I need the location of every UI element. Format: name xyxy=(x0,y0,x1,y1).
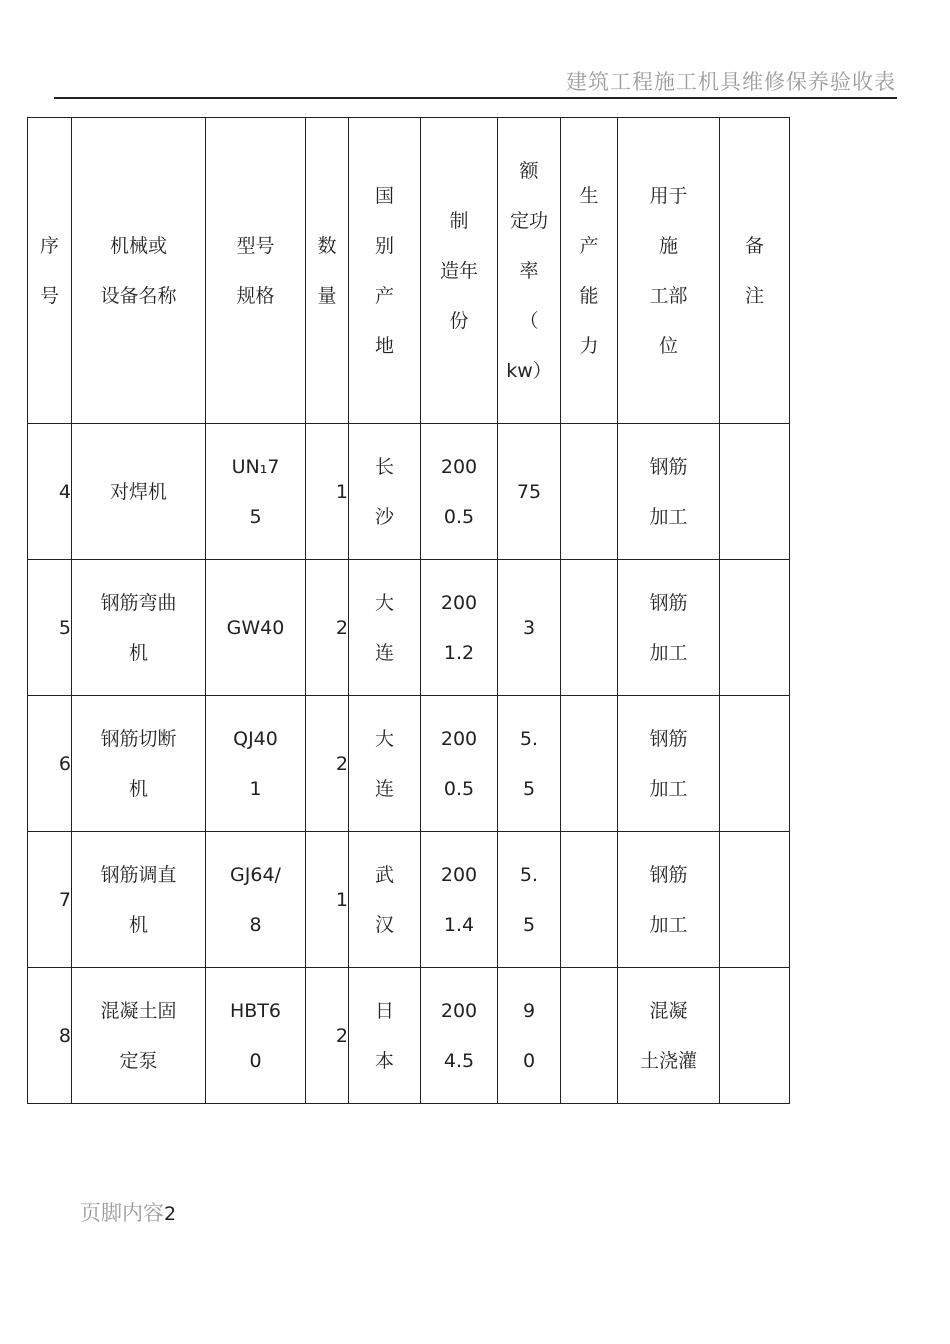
table-row xyxy=(28,696,790,832)
cell-usage: 钢筋 加工 xyxy=(618,696,720,832)
cell-power: 5. 5 xyxy=(498,696,561,832)
header-cell-no: 序 号 xyxy=(28,118,72,424)
cell-capacity xyxy=(561,968,618,1104)
cell-year: 200 0.5 xyxy=(421,696,498,832)
cell-no: 8 xyxy=(28,968,72,1104)
cell-origin: 武 汉 xyxy=(349,832,421,968)
cell-model: GW40 xyxy=(206,560,306,696)
cell-power: 75 xyxy=(498,424,561,560)
cell-year: 200 1.2 xyxy=(421,560,498,696)
cell-year: 200 4.5 xyxy=(421,968,498,1104)
cell-qty: 2 xyxy=(306,968,349,1104)
table-row xyxy=(28,560,790,696)
header-cell-origin: 国 别 产 地 xyxy=(349,118,421,424)
cell-no: 5 xyxy=(28,560,72,696)
header-cell-qty: 数 量 xyxy=(306,118,349,424)
cell-remark xyxy=(720,560,790,696)
cell-model: UN₁7 5 xyxy=(206,424,306,560)
footer-label: 页脚内容 xyxy=(80,1201,164,1225)
cell-origin: 日 本 xyxy=(349,968,421,1104)
cell-capacity xyxy=(561,560,618,696)
cell-power: 9 0 xyxy=(498,968,561,1104)
document-header-title: 建筑工程施工机具维修保养验收表 xyxy=(566,70,896,94)
cell-origin: 大 连 xyxy=(349,696,421,832)
cell-usage: 钢筋 加工 xyxy=(618,832,720,968)
cell-usage: 混凝 土浇灌 xyxy=(618,968,720,1104)
header-cell-name: 机械或 设备名称 xyxy=(72,118,206,424)
cell-no: 6 xyxy=(28,696,72,832)
cell-qty: 2 xyxy=(306,696,349,832)
equipment-table xyxy=(27,117,790,1104)
cell-year: 200 0.5 xyxy=(421,424,498,560)
cell-qty: 1 xyxy=(306,424,349,560)
cell-name: 钢筋弯曲 机 xyxy=(72,560,206,696)
header-divider xyxy=(54,97,897,99)
cell-power: 3 xyxy=(498,560,561,696)
header-cell-power: 额 定功 率 （ kw） xyxy=(498,118,561,424)
cell-remark xyxy=(720,424,790,560)
header-cell-usage: 用于 施 工部 位 xyxy=(618,118,720,424)
cell-capacity xyxy=(561,832,618,968)
page-number: 2 xyxy=(164,1203,177,1225)
cell-usage: 钢筋 加工 xyxy=(618,560,720,696)
cell-remark xyxy=(720,968,790,1104)
cell-model: GJ64/ 8 xyxy=(206,832,306,968)
cell-model: HBT6 0 xyxy=(206,968,306,1104)
cell-capacity xyxy=(561,696,618,832)
cell-no: 7 xyxy=(28,832,72,968)
header-cell-capacity: 生 产 能 力 xyxy=(561,118,618,424)
cell-usage: 钢筋 加工 xyxy=(618,424,720,560)
table-row xyxy=(28,424,790,560)
cell-qty: 2 xyxy=(306,560,349,696)
cell-origin: 长 沙 xyxy=(349,424,421,560)
cell-no: 4 xyxy=(28,424,72,560)
table-row xyxy=(28,832,790,968)
table-row xyxy=(28,968,790,1104)
table-header-row xyxy=(28,118,790,424)
cell-remark xyxy=(720,832,790,968)
cell-name: 钢筋调直 机 xyxy=(72,832,206,968)
cell-capacity xyxy=(561,424,618,560)
cell-qty: 1 xyxy=(306,832,349,968)
header-cell-year: 制 造年 份 xyxy=(421,118,498,424)
page-footer xyxy=(80,1197,176,1227)
header-cell-remark: 备 注 xyxy=(720,118,790,424)
header-cell-model: 型号 规格 xyxy=(206,118,306,424)
cell-model: QJ40 1 xyxy=(206,696,306,832)
cell-name: 对焊机 xyxy=(72,424,206,560)
cell-power: 5. 5 xyxy=(498,832,561,968)
cell-year: 200 1.4 xyxy=(421,832,498,968)
cell-origin: 大 连 xyxy=(349,560,421,696)
cell-name: 混凝土固 定泵 xyxy=(72,968,206,1104)
cell-name: 钢筋切断 机 xyxy=(72,696,206,832)
cell-remark xyxy=(720,696,790,832)
